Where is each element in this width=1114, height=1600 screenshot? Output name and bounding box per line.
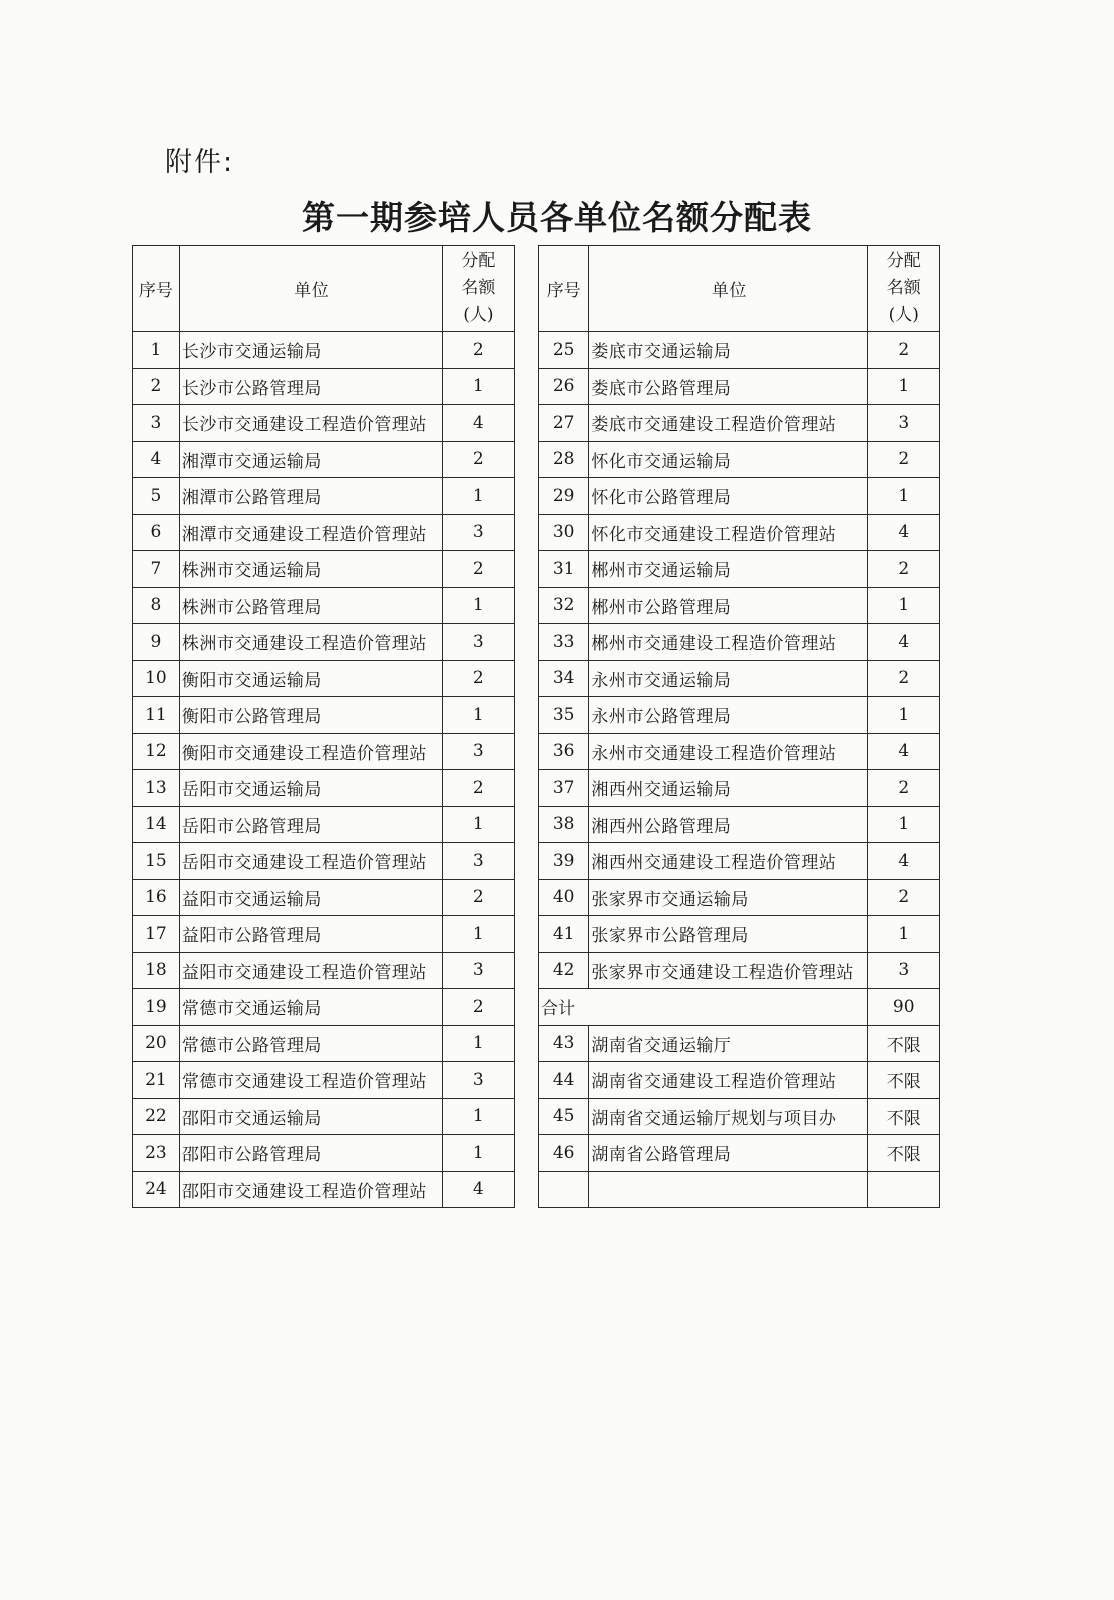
header-unit: 单位 <box>179 246 442 332</box>
header-quota-line: 名额 <box>461 278 496 298</box>
row-unit <box>589 1171 868 1208</box>
row-unit: 怀化市交通建设工程造价管理站 <box>589 514 868 551</box>
row-quota: 2 <box>868 551 940 588</box>
row-quota: 2 <box>442 989 514 1026</box>
table-row <box>133 1098 515 1135</box>
row-quota: 4 <box>868 733 940 770</box>
allocation-table-left <box>132 245 515 1208</box>
row-quota: 1 <box>442 1025 514 1062</box>
row-unit: 湘西州交通运输局 <box>589 770 868 807</box>
row-quota: 不限 <box>868 1098 940 1135</box>
row-unit: 益阳市公路管理局 <box>179 916 442 953</box>
row-seq: 9 <box>133 624 180 661</box>
row-seq: 8 <box>133 587 180 624</box>
page-title: 第一期参培人员各单位名额分配表 <box>302 198 812 237</box>
row-quota: 2 <box>442 551 514 588</box>
table-row <box>133 478 515 515</box>
row-unit: 岳阳市公路管理局 <box>179 806 442 843</box>
header-quota-line: (人) <box>888 305 919 325</box>
row-quota: 不限 <box>868 1062 940 1099</box>
row-unit: 湘潭市交通建设工程造价管理站 <box>179 514 442 551</box>
table-row <box>539 1098 940 1135</box>
row-quota: 2 <box>442 660 514 697</box>
row-seq: 5 <box>133 478 180 515</box>
row-seq: 17 <box>133 916 180 953</box>
row-quota: 3 <box>868 405 940 442</box>
table-row <box>539 478 940 515</box>
row-quota: 3 <box>442 733 514 770</box>
row-unit: 郴州市公路管理局 <box>589 587 868 624</box>
table-row <box>539 332 940 369</box>
row-quota: 1 <box>442 1135 514 1172</box>
row-quota: 2 <box>868 332 940 369</box>
table-row <box>133 660 515 697</box>
table-row <box>133 332 515 369</box>
table-row <box>539 441 940 478</box>
row-quota: 1 <box>868 368 940 405</box>
row-unit: 张家界市交通建设工程造价管理站 <box>589 952 868 989</box>
table-row <box>133 514 515 551</box>
header-seq: 序号 <box>133 246 180 332</box>
row-seq: 38 <box>539 806 589 843</box>
row-quota: 4 <box>442 405 514 442</box>
table-row <box>133 989 515 1026</box>
row-quota: 2 <box>868 660 940 697</box>
row-seq: 4 <box>133 441 180 478</box>
row-unit: 湖南省交通运输厅 <box>589 1025 868 1062</box>
row-seq <box>539 1171 589 1208</box>
row-unit: 娄底市交通运输局 <box>589 332 868 369</box>
row-quota: 2 <box>868 879 940 916</box>
row-quota: 2 <box>442 770 514 807</box>
table-row <box>539 368 940 405</box>
row-quota: 2 <box>868 441 940 478</box>
row-quota: 4 <box>868 843 940 880</box>
row-quota: 1 <box>442 916 514 953</box>
row-unit: 邵阳市交通运输局 <box>179 1098 442 1135</box>
row-unit: 湖南省公路管理局 <box>589 1135 868 1172</box>
row-quota: 3 <box>442 624 514 661</box>
table-row <box>133 697 515 734</box>
row-quota: 4 <box>868 514 940 551</box>
row-seq: 44 <box>539 1062 589 1099</box>
row-unit: 娄底市交通建设工程造价管理站 <box>589 405 868 442</box>
row-seq: 1 <box>133 332 180 369</box>
row-seq: 45 <box>539 1098 589 1135</box>
row-seq: 32 <box>539 587 589 624</box>
row-seq: 42 <box>539 952 589 989</box>
row-unit: 常德市交通建设工程造价管理站 <box>179 1062 442 1099</box>
table-row <box>133 441 515 478</box>
row-seq: 10 <box>133 660 180 697</box>
row-quota <box>868 1171 940 1208</box>
header-quota-line: 分配 <box>461 251 496 271</box>
row-unit: 湖南省交通运输厅规划与项目办 <box>589 1098 868 1135</box>
row-seq: 22 <box>133 1098 180 1135</box>
row-quota: 2 <box>442 332 514 369</box>
row-quota: 3 <box>442 514 514 551</box>
row-seq: 6 <box>133 514 180 551</box>
table-row <box>539 1135 940 1172</box>
row-seq: 11 <box>133 697 180 734</box>
row-quota: 4 <box>442 1171 514 1208</box>
header-quota <box>442 246 514 332</box>
row-quota: 1 <box>442 806 514 843</box>
row-seq: 39 <box>539 843 589 880</box>
row-seq: 20 <box>133 1025 180 1062</box>
table-header-row <box>539 246 940 332</box>
table-row <box>539 660 940 697</box>
row-unit: 怀化市交通运输局 <box>589 441 868 478</box>
table-row <box>539 916 940 953</box>
table-row <box>133 843 515 880</box>
row-unit: 邵阳市公路管理局 <box>179 1135 442 1172</box>
table-row <box>539 952 940 989</box>
table-row <box>539 1025 940 1062</box>
row-quota: 不限 <box>868 1135 940 1172</box>
row-unit: 长沙市公路管理局 <box>179 368 442 405</box>
table-row <box>133 806 515 843</box>
row-seq: 43 <box>539 1025 589 1062</box>
row-unit: 株洲市交通建设工程造价管理站 <box>179 624 442 661</box>
row-seq: 7 <box>133 551 180 588</box>
row-quota: 1 <box>442 587 514 624</box>
allocation-table-right <box>538 245 940 1208</box>
row-seq: 3 <box>133 405 180 442</box>
row-unit: 长沙市交通建设工程造价管理站 <box>179 405 442 442</box>
row-quota: 1 <box>868 587 940 624</box>
table-row <box>539 551 940 588</box>
row-seq: 25 <box>539 332 589 369</box>
header-seq: 序号 <box>539 246 589 332</box>
row-seq: 31 <box>539 551 589 588</box>
row-unit: 长沙市交通运输局 <box>179 332 442 369</box>
row-seq: 12 <box>133 733 180 770</box>
row-seq: 15 <box>133 843 180 880</box>
table-row <box>133 1062 515 1099</box>
attachment-label: 附件: <box>165 147 235 178</box>
row-unit: 永州市交通运输局 <box>589 660 868 697</box>
row-unit: 娄底市公路管理局 <box>589 368 868 405</box>
table-row <box>539 1062 940 1099</box>
row-quota: 2 <box>442 441 514 478</box>
row-seq: 13 <box>133 770 180 807</box>
row-unit: 常德市公路管理局 <box>179 1025 442 1062</box>
row-seq: 26 <box>539 368 589 405</box>
table-row <box>133 1135 515 1172</box>
row-unit: 株洲市公路管理局 <box>179 587 442 624</box>
header-quota-line: 分配 <box>886 251 921 271</box>
table-row <box>133 551 515 588</box>
row-seq: 33 <box>539 624 589 661</box>
row-quota: 2 <box>868 770 940 807</box>
row-seq: 28 <box>539 441 589 478</box>
header-quota <box>868 246 940 332</box>
row-unit: 邵阳市交通建设工程造价管理站 <box>179 1171 442 1208</box>
table-row <box>133 368 515 405</box>
row-seq: 34 <box>539 660 589 697</box>
row-seq: 41 <box>539 916 589 953</box>
total-row <box>539 989 940 1026</box>
header-quota-line: (人) <box>463 305 494 325</box>
row-unit: 郴州市交通建设工程造价管理站 <box>589 624 868 661</box>
row-unit: 常德市交通运输局 <box>179 989 442 1026</box>
row-quota: 1 <box>868 478 940 515</box>
row-quota: 1 <box>868 697 940 734</box>
table-row <box>133 1171 515 1208</box>
row-quota: 3 <box>442 843 514 880</box>
row-seq: 2 <box>133 368 180 405</box>
row-quota: 1 <box>868 916 940 953</box>
row-seq: 19 <box>133 989 180 1026</box>
row-unit: 岳阳市交通建设工程造价管理站 <box>179 843 442 880</box>
row-unit: 益阳市交通运输局 <box>179 879 442 916</box>
row-unit: 张家界市交通运输局 <box>589 879 868 916</box>
table-row <box>539 770 940 807</box>
table-row <box>539 624 940 661</box>
row-unit: 湘西州公路管理局 <box>589 806 868 843</box>
table-row <box>539 697 940 734</box>
row-quota: 1 <box>442 697 514 734</box>
table-row <box>133 405 515 442</box>
row-unit: 永州市交通建设工程造价管理站 <box>589 733 868 770</box>
row-quota: 1 <box>442 478 514 515</box>
row-unit: 永州市公路管理局 <box>589 697 868 734</box>
row-quota: 3 <box>442 952 514 989</box>
row-unit: 株洲市交通运输局 <box>179 551 442 588</box>
row-unit: 湘潭市交通运输局 <box>179 441 442 478</box>
row-unit: 衡阳市公路管理局 <box>179 697 442 734</box>
row-unit: 郴州市交通运输局 <box>589 551 868 588</box>
row-seq: 16 <box>133 879 180 916</box>
row-quota: 不限 <box>868 1025 940 1062</box>
total-value: 90 <box>868 989 940 1026</box>
table-row <box>133 770 515 807</box>
row-quota: 4 <box>868 624 940 661</box>
total-label: 合计 <box>539 989 868 1026</box>
row-unit: 衡阳市交通建设工程造价管理站 <box>179 733 442 770</box>
row-seq: 23 <box>133 1135 180 1172</box>
row-unit: 湘潭市公路管理局 <box>179 478 442 515</box>
row-seq: 18 <box>133 952 180 989</box>
table-row <box>539 1171 940 1208</box>
table-row <box>133 1025 515 1062</box>
row-unit: 怀化市公路管理局 <box>589 478 868 515</box>
row-unit: 岳阳市交通运输局 <box>179 770 442 807</box>
row-seq: 36 <box>539 733 589 770</box>
table-row <box>133 587 515 624</box>
table-row <box>539 806 940 843</box>
row-quota: 1 <box>442 1098 514 1135</box>
table-row <box>133 624 515 661</box>
table-row <box>539 843 940 880</box>
row-quota: 2 <box>442 879 514 916</box>
table-row <box>133 879 515 916</box>
row-seq: 30 <box>539 514 589 551</box>
row-seq: 35 <box>539 697 589 734</box>
header-unit: 单位 <box>589 246 868 332</box>
row-seq: 29 <box>539 478 589 515</box>
row-quota: 1 <box>442 368 514 405</box>
row-seq: 27 <box>539 405 589 442</box>
table-row <box>539 733 940 770</box>
table-row <box>539 879 940 916</box>
row-unit: 湘西州交通建设工程造价管理站 <box>589 843 868 880</box>
table-header-row <box>133 246 515 332</box>
row-unit: 湖南省交通建设工程造价管理站 <box>589 1062 868 1099</box>
header-quota-line: 名额 <box>886 278 921 298</box>
row-unit: 张家界市公路管理局 <box>589 916 868 953</box>
table-row <box>539 587 940 624</box>
row-quota: 3 <box>868 952 940 989</box>
row-seq: 24 <box>133 1171 180 1208</box>
row-seq: 37 <box>539 770 589 807</box>
row-unit: 衡阳市交通运输局 <box>179 660 442 697</box>
table-row <box>133 733 515 770</box>
row-quota: 3 <box>442 1062 514 1099</box>
row-seq: 40 <box>539 879 589 916</box>
row-seq: 46 <box>539 1135 589 1172</box>
row-seq: 21 <box>133 1062 180 1099</box>
table-row <box>539 514 940 551</box>
row-quota: 1 <box>868 806 940 843</box>
row-seq: 14 <box>133 806 180 843</box>
table-row <box>539 405 940 442</box>
table-row <box>133 952 515 989</box>
row-unit: 益阳市交通建设工程造价管理站 <box>179 952 442 989</box>
table-row <box>133 916 515 953</box>
